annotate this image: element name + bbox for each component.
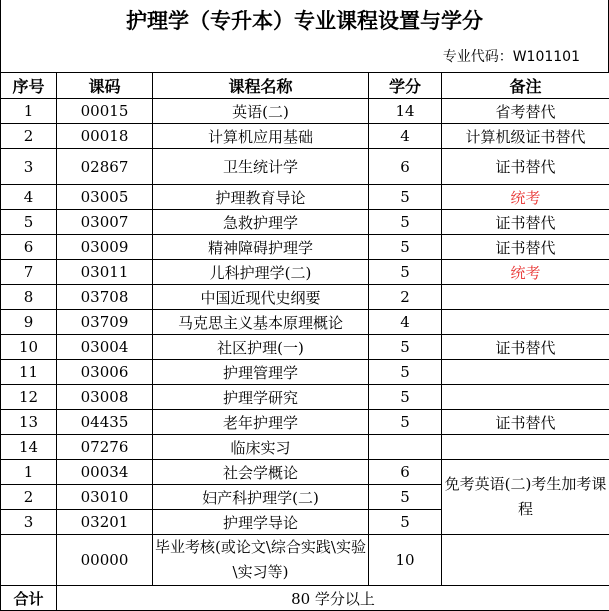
cell-credit: 2 [369,285,442,310]
course-table [0,72,609,611]
cell-code: 00034 [57,460,153,485]
header-row [1,73,609,99]
table-row [1,435,609,460]
page-title: 护理学（专升本）专业课程设置与学分 [0,0,609,42]
table-row [1,535,609,586]
header-seq: 序号 [1,73,57,99]
cell-credit: 5 [369,335,442,360]
cell-note [442,435,609,460]
cell-seq: 3 [1,149,57,185]
cell-note: 证书替代 [442,235,609,260]
cell-note-extra: 免考英语(二)考生加考课程 [442,460,609,535]
cell-name: 妇产科护理学(二) [153,485,369,510]
cell-seq: 12 [1,385,57,410]
cell-seq: 1 [1,99,57,124]
cell-credit: 5 [369,185,442,210]
table-row [1,149,609,185]
cell-name: 急救护理学 [153,210,369,235]
major-code: 专业代码：W101101 [442,49,580,65]
cell-code: 04435 [57,410,153,435]
cell-seq: 7 [1,260,57,285]
cell-code: 03010 [57,485,153,510]
cell-name: 护理学导论 [153,510,369,535]
cell-note [442,535,609,586]
cell-credit: 4 [369,124,442,149]
table-row [1,260,609,285]
cell-seq: 4 [1,185,57,210]
cell-name: 精神障碍护理学 [153,235,369,260]
table-row [1,124,609,149]
table-row [1,210,609,235]
cell-credit: 6 [369,460,442,485]
cell-credit: 5 [369,385,442,410]
cell-credit: 4 [369,310,442,335]
cell-name: 卫生统计学 [153,149,369,185]
major-code-line [0,42,609,72]
cell-code: 03008 [57,385,153,410]
total-value: 80 学分以上 [57,586,609,611]
table-row [1,310,609,335]
cell-seq: 2 [1,124,57,149]
header-note: 备注 [442,73,609,99]
cell-code: 03011 [57,260,153,285]
cell-code: 03009 [57,235,153,260]
cell-credit: 5 [369,235,442,260]
cell-code: 03708 [57,285,153,310]
cell-note: 证书替代 [442,410,609,435]
table-row [1,460,609,485]
table-row [1,285,609,310]
cell-credit: 14 [369,99,442,124]
course-rows [1,99,609,611]
cell-name: 儿科护理学(二) [153,260,369,285]
cell-name: 老年护理学 [153,410,369,435]
header-credit: 学分 [369,73,442,99]
cell-seq: 1 [1,460,57,485]
cell-name: 中国近现代史纲要 [153,285,369,310]
cell-seq: 13 [1,410,57,435]
cell-name: 护理教育导论 [153,185,369,210]
cell-seq: 2 [1,485,57,510]
total-label: 合计 [1,586,57,611]
cell-code: 03007 [57,210,153,235]
table-row [1,235,609,260]
cell-seq: 3 [1,510,57,535]
cell-note: 证书替代 [442,149,609,185]
table-row [1,360,609,385]
cell-name: 社区护理(一) [153,335,369,360]
cell-name: 护理管理学 [153,360,369,385]
cell-credit: 6 [369,149,442,185]
cell-name: 计算机应用基础 [153,124,369,149]
cell-code: 00018 [57,124,153,149]
cell-note: 证书替代 [442,335,609,360]
table-row [1,385,609,410]
cell-note: 统考 [442,185,609,210]
cell-name: 社会学概论 [153,460,369,485]
cell-credit [369,435,442,460]
cell-name: 护理学研究 [153,385,369,410]
table-row [1,335,609,360]
cell-note: 省考替代 [442,99,609,124]
cell-seq: 9 [1,310,57,335]
table-row [1,185,609,210]
cell-note [442,310,609,335]
cell-seq: 14 [1,435,57,460]
cell-seq: 11 [1,360,57,385]
cell-credit: 5 [369,260,442,285]
cell-note [442,385,609,410]
header-name: 课程名称 [153,73,369,99]
cell-code: 03201 [57,510,153,535]
cell-code: 02867 [57,149,153,185]
cell-code: 03005 [57,185,153,210]
cell-name: 英语(二) [153,99,369,124]
cell-note: 计算机级证书替代 [442,124,609,149]
cell-credit: 5 [369,510,442,535]
cell-credit: 5 [369,485,442,510]
cell-code: 03006 [57,360,153,385]
cell-seq: 6 [1,235,57,260]
cell-name: 马克思主义基本原理概论 [153,310,369,335]
cell-code: 03709 [57,310,153,335]
cell-credit: 10 [369,535,442,586]
cell-note: 证书替代 [442,210,609,235]
cell-credit: 5 [369,210,442,235]
cell-seq: 5 [1,210,57,235]
cell-note [442,360,609,385]
cell-name: 临床实习 [153,435,369,460]
cell-code: 00015 [57,99,153,124]
cell-seq [1,535,57,586]
cell-credit: 5 [369,410,442,435]
header-code: 课码 [57,73,153,99]
table-row [1,99,609,124]
cell-code: 07276 [57,435,153,460]
table-row [1,410,609,435]
cell-credit: 5 [369,360,442,385]
cell-seq: 8 [1,285,57,310]
cell-code: 03004 [57,335,153,360]
cell-seq: 10 [1,335,57,360]
cell-code: 00000 [57,535,153,586]
total-row [1,586,609,611]
cell-note: 统考 [442,260,609,285]
cell-name: 毕业考核(或论文\综合实践\实验\实习等) [153,535,369,586]
cell-note [442,285,609,310]
